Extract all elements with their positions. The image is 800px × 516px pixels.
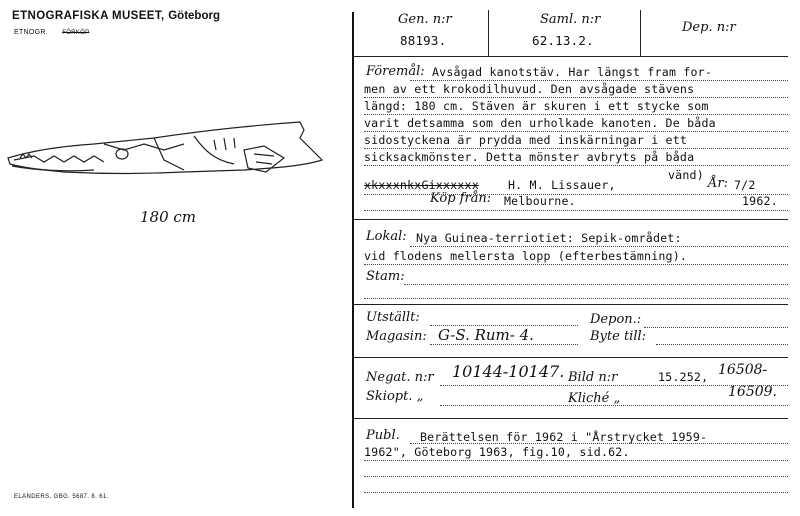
year-value: 1962. <box>742 194 778 208</box>
kop-value: Melbourne. <box>504 194 576 208</box>
foremal-line-5: sidostyckena är prydda med inskärningar i ett <box>364 133 688 147</box>
dotline <box>364 194 788 195</box>
dotline <box>364 264 788 265</box>
rule-4 <box>352 357 788 358</box>
etnogr-label: ETNOGR. <box>14 29 48 36</box>
rule-2 <box>352 219 788 220</box>
byte-label: Byte till: <box>590 329 647 344</box>
saml-value: 62.13.2. <box>532 33 594 48</box>
negat-value: 10144-10147. <box>452 362 565 381</box>
dotline <box>430 344 578 345</box>
foremal-extra: vänd) <box>668 168 704 182</box>
foremal-line-3: längd: 180 cm. Stäven är skuren i ett stycke som <box>364 99 709 113</box>
publ-label: Publ. <box>366 428 400 443</box>
foremal-label: Föremål: <box>366 64 425 79</box>
lokal-line-1: Nya Guinea-terriotiet: Sepik-området: <box>416 231 682 245</box>
museum-city: Göteborg <box>168 10 220 22</box>
museum-header <box>12 10 220 22</box>
dotline <box>364 114 788 115</box>
utstallt-label: Utställt: <box>366 310 420 325</box>
canoe-prow-sketch <box>4 110 344 190</box>
negat-label: Negat. n:r <box>366 370 434 385</box>
foremal-line-2: men av ett krokodilhuvud. Den avsågade stävens <box>364 82 695 96</box>
etnogr-line <box>14 29 89 36</box>
kliche-label: Kliché „ <box>568 391 621 406</box>
length-note: 180 cm <box>140 208 197 226</box>
lokal-label: Lokal: <box>366 229 407 244</box>
rule-3 <box>352 304 788 305</box>
bild-value-3: 16509. <box>728 384 777 400</box>
dotline <box>364 298 788 299</box>
rule-5 <box>352 418 788 419</box>
dotline <box>364 476 788 477</box>
stam-label: Stam: <box>366 269 405 284</box>
gen-value: 88193. <box>400 33 447 48</box>
publ-line-1: Berättelsen för 1962 i "Årstrycket 1959- <box>420 430 708 444</box>
dotline <box>404 284 788 285</box>
bild-value: 15.252, <box>658 370 709 384</box>
giver-value: H. M. Lissauer, <box>508 178 616 192</box>
dotline <box>364 131 788 132</box>
printer-line: ELANDERS, GBG. 5687. 8. 61. <box>14 494 109 500</box>
card-divider <box>352 12 354 508</box>
dotline <box>364 492 788 493</box>
depon-label: Depon.: <box>590 312 642 327</box>
gen-label: Gen. n:r <box>398 12 452 27</box>
top-sep-2 <box>640 10 641 56</box>
dotline <box>440 405 788 406</box>
saml-label: Saml. n:r <box>540 12 601 27</box>
foremal-line-1: Avsågad kanotstäv. Har längst fram for- <box>432 65 713 79</box>
foremal-line-6: sicksackmönster. Detta mönster avbryts på båda <box>364 150 695 164</box>
magasin-label: Magasin: <box>366 329 427 344</box>
dotline <box>644 327 788 328</box>
ar-label: År: <box>708 176 728 191</box>
dotline <box>364 460 788 461</box>
skiopt-label: Skiopt. „ <box>366 389 424 404</box>
dotline <box>410 246 788 247</box>
dotline <box>364 210 788 211</box>
kop-label: Köp från: <box>430 191 492 206</box>
dotline <box>364 97 788 98</box>
top-sep-1 <box>488 10 489 56</box>
dotline <box>364 165 788 166</box>
foremal-line-4: varit detsamma som den urholkade kanoten. De båda <box>364 116 716 130</box>
top-rule <box>352 56 788 57</box>
lokal-line-2: vid flodens mellersta lopp (efterbestämning). <box>364 249 688 263</box>
dotline <box>364 148 788 149</box>
dotline <box>410 443 788 444</box>
magasin-value: G-S. Rum- 4. <box>438 326 534 344</box>
dep-label: Dep. n:r <box>682 20 736 35</box>
bild-label: Bild n:r <box>568 370 618 385</box>
museum-name: ETNOGRAFISKA MUSEET, <box>12 10 165 22</box>
giver-struck: xkxxxnkxGixxxxxx <box>364 178 479 192</box>
dotline <box>656 344 788 345</box>
struck-label: FÖRKÖP <box>62 30 90 36</box>
dotline <box>410 80 788 81</box>
ar-value: 7/2 <box>734 178 756 192</box>
bild-value-2: 16508- <box>718 362 768 378</box>
publ-line-2: 1962", Göteborg 1963, fig.10, sid.62. <box>364 445 630 459</box>
